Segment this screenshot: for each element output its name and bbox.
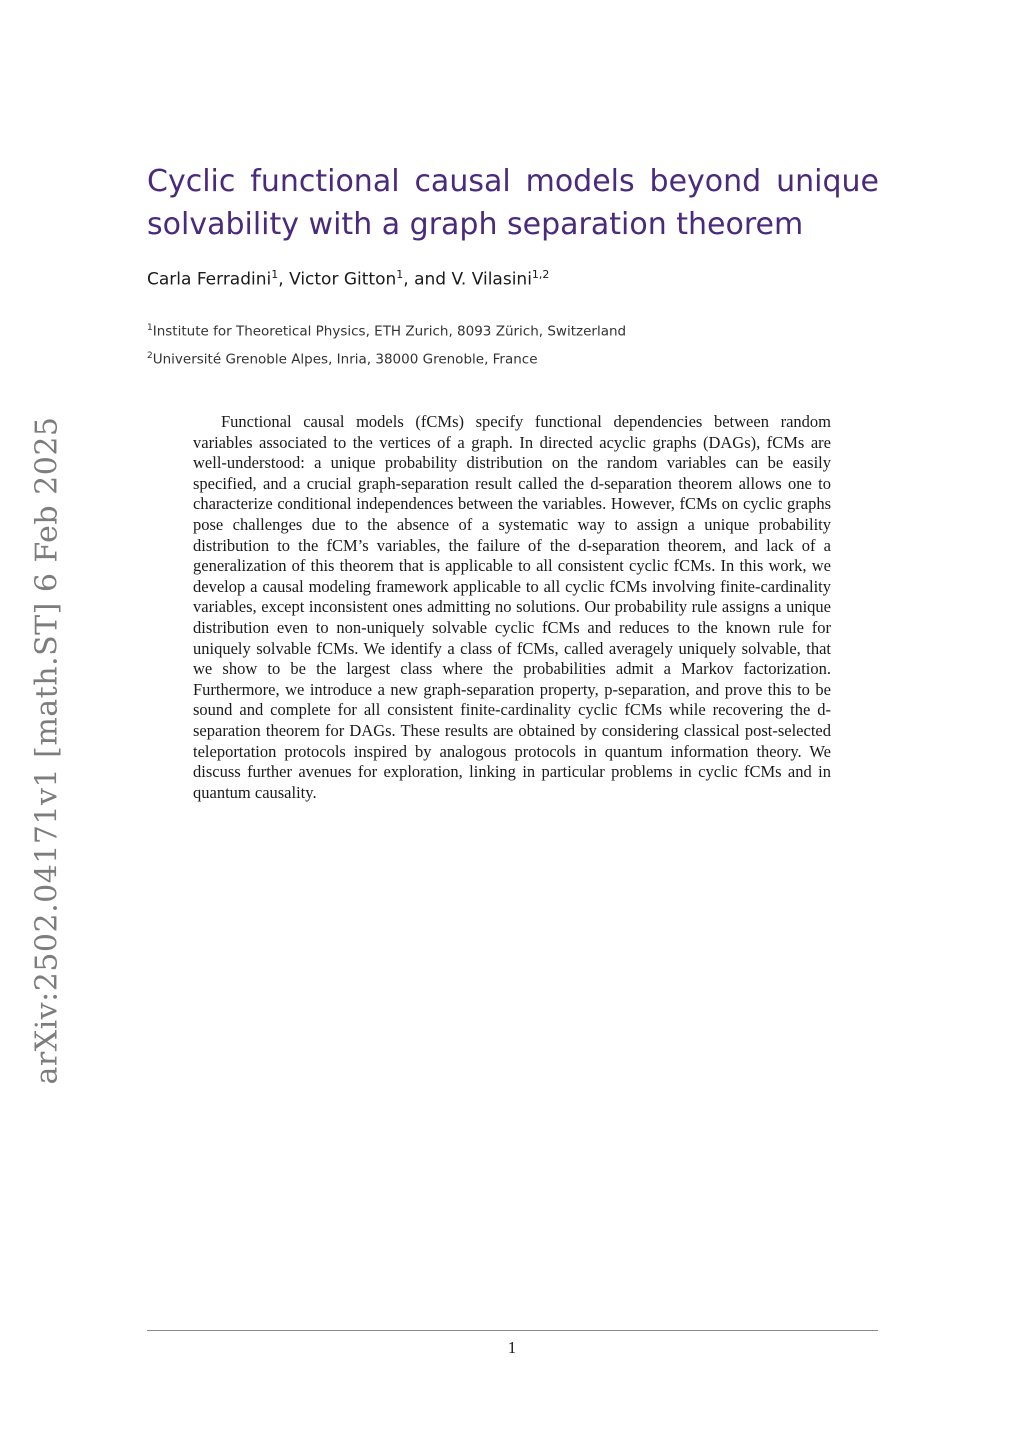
author-name: V. Vilasini (451, 269, 532, 290)
affiliation-number: 2 (147, 350, 153, 361)
author-affiliation-mark: 1 (271, 268, 279, 281)
affiliation-number: 1 (147, 323, 153, 333)
paper-title: Cyclic functional causal models beyond unique solvability with a graph separation theorem (147, 164, 879, 242)
author-list (147, 268, 549, 290)
page-number: 1 (507, 1338, 517, 1357)
affiliation-text: Institute for Theoretical Physics, ETH Zurich, 8093 Zürich, Switzerland (152, 323, 627, 340)
affiliation-list (147, 316, 626, 371)
footer-divider (147, 1330, 878, 1331)
affiliation-text: Université Grenoble Alpes, Inria, 38000 Grenoble, France (152, 351, 538, 367)
arxiv-identifier-text: arXiv:2502.04171v1 [math.ST] 6 Feb 2025 (29, 415, 65, 1085)
abstract-text: Functional causal models (fCMs) specify functional dependencies between random variables associated to the vertices of a graph. In directed acyclic graphs (DAGs), fCMs are well-understood: a unique probability distribution on the random variables can be easily specified, and a crucial graph-separation result called the d-separation theorem allows one to characterize conditional independences between the variables. However, fCMs on cyclic graphs pose challenges due to the absence of a systematic way to assign a unique probability distribution to the fCM’s variables, the failure of the d-separation theorem, and lack of a generalization of this theorem that is applicable to all consistent cyclic fCMs. In this work, we develop a causal modeling framework applicable to all cyclic fCMs involving finite-cardinality variables, except inconsistent ones admitting no solutions. Our probability rule assigns a unique distribution even to non-uniquely solvable cyclic fCMs and reduces to the known rule for uniquely solvable fCMs. We identify a class of fCMs, called averagely uniquely solvable, that we show to be the largest class where the probabilities admit a Markov factorization. Furthermore, we introduce a new graph-separation property, p-separation, and prove this to be sound and complete for all consistent finite-cardinality cyclic fCMs while recovering the d-separation theorem for DAGs. These results are obtained by considering classical post-selected teleportation protocols inspired by analogous protocols in quantum information theory. We discuss further avenues for exploration, linking in particular problems in cyclic fCMs and in quantum causality. (193, 412, 831, 802)
affiliation-item (147, 344, 626, 372)
author-name: Carla Ferradini (147, 269, 272, 290)
arxiv-identifier-stamp (24, 415, 70, 1085)
affiliation-item (147, 316, 626, 344)
author-separator: , and (403, 269, 452, 290)
author-name: Victor Gitton (289, 269, 397, 290)
author-affiliation-mark: 1,2 (531, 268, 550, 281)
author-affiliation-mark: 1 (396, 268, 404, 281)
author-separator: , (278, 269, 290, 290)
abstract (193, 412, 831, 803)
